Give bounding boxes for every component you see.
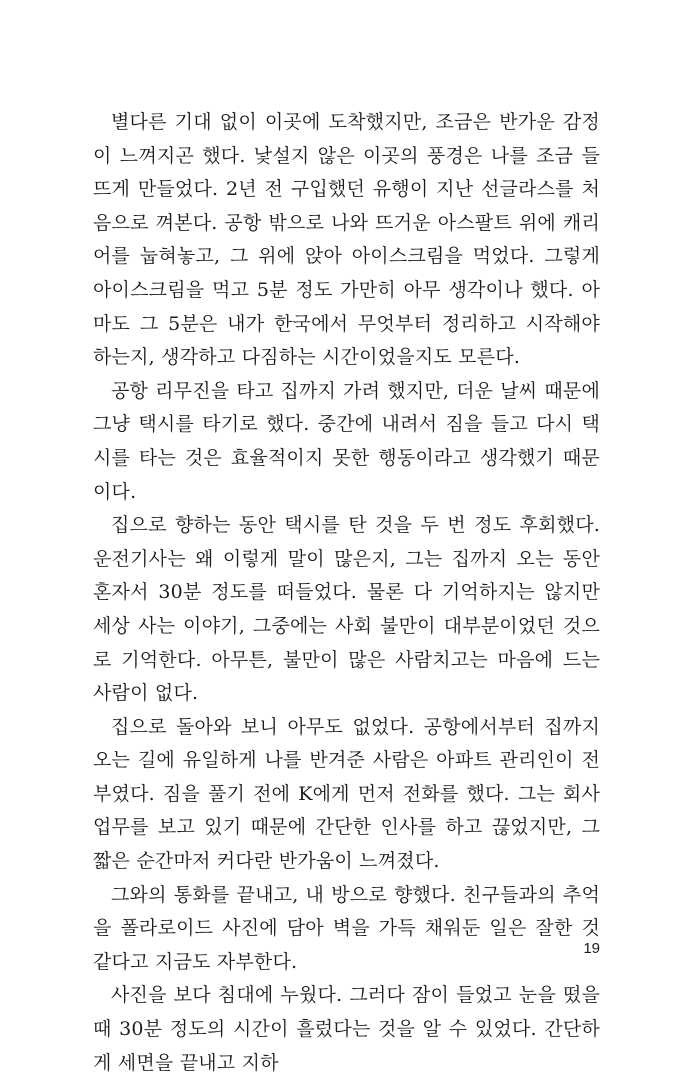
page-number: 19 <box>583 940 600 957</box>
paragraph: 사진을 보다 침대에 누웠다. 그러다 잠이 들었고 눈을 떴을 때 30분 정도의 시간이 흘렀다는 것을 알 수 있었다. 간단하게 세면을 끝내고 지하 <box>93 984 600 1074</box>
body-text <box>93 106 600 1080</box>
paragraph: 집으로 향하는 동안 택시를 탄 것을 두 번 정도 후회했다. 운전기사는 왜 이렇게 말이 많은지, 그는 집까지 오는 동안 혼자서 30분 정도를 떠들었다. 물론 다 기억하지는 않지만 세상 사는 이야기, 그중에는 사회 불만이 대부분이었던 것으로 기억한다. 아무튼, 불만이 많은 사람치고는 마음에 드는 사람이 없다. <box>93 514 600 705</box>
paragraph: 집으로 돌아와 보니 아무도 없었다. 공항에서부터 집까지 오는 길에 유일하게 나를 반겨준 사람은 아파트 관리인이 전부였다. 짐을 풀기 전에 K에게 먼저 전화를 했다. 그는 회사 업무를 보고 있기 때문에 간단한 인사를 하고 끊었지만, 그 짧은 순간마저 커다란 반가움이 느껴졌다. <box>93 715 600 873</box>
paragraph: 별다른 기대 없이 이곳에 도착했지만, 조금은 반가운 감정이 느껴지곤 했다. 낯설지 않은 이곳의 풍경은 나를 조금 들뜨게 만들었다. 2년 전 구입했던 유행이 지난 선글라스를 처음으로 껴본다. 공항 밖으로 나와 뜨거운 아스팔트 위에 캐리어를 눕혀놓고, 그 위에 앉아 아이스크림을 먹었다. 그렇게 아이스크림을 먹고 5분 정도 가만히 아무 생각이나 했다. 아마도 그 5분은 내가 한국에서 무엇부터 정리하고 시작해야 하는지, 생각하고 다짐하는 시간이었을지도 모른다. <box>93 111 600 369</box>
paragraph: 공항 리무진을 타고 집까지 가려 했지만, 더운 날씨 때문에 그냥 택시를 타기로 했다. 중간에 내려서 짐을 들고 다시 택시를 타는 것은 효율적이지 못한 행동이라고 생각했기 때문이다. <box>93 379 600 503</box>
paragraph: 그와의 통화를 끝내고, 내 방으로 향했다. 친구들과의 추억을 폴라로이드 사진에 담아 벽을 가득 채워둔 일은 잘한 것 같다고 지금도 자부한다. <box>93 883 600 973</box>
